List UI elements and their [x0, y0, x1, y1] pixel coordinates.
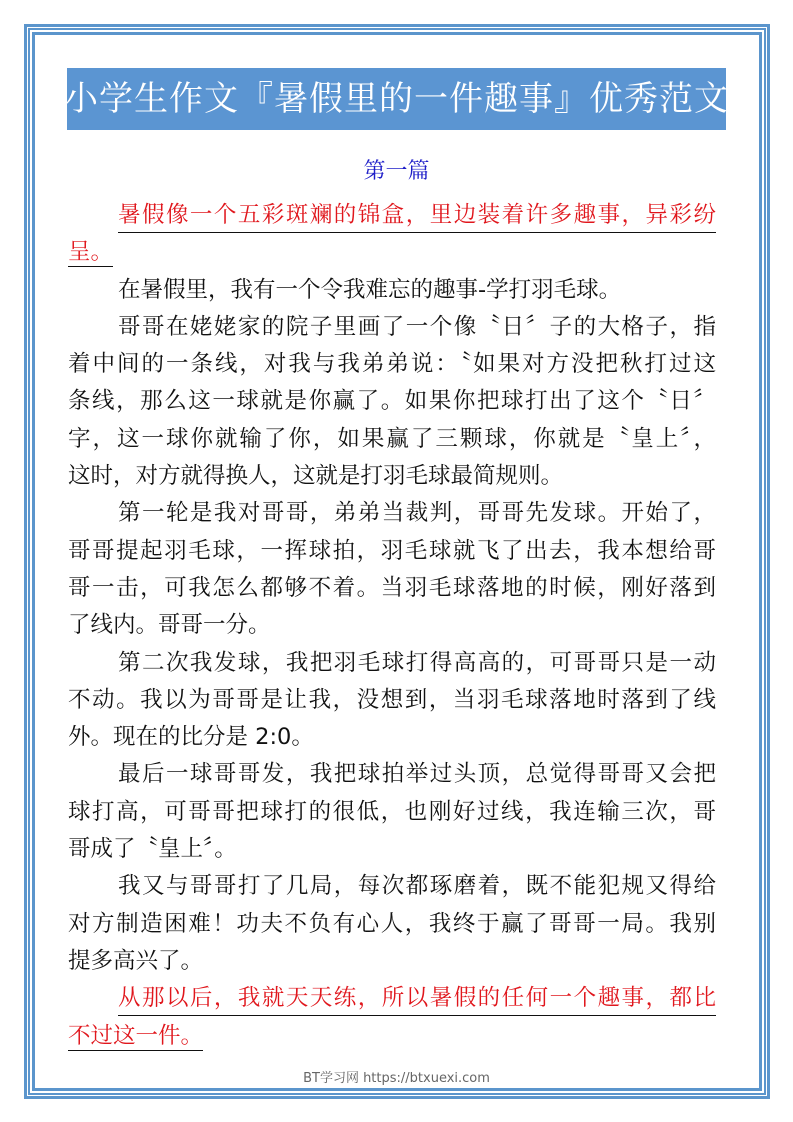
document-title: 小学生作文『暑假里的一件趣事』优秀范文 — [64, 79, 729, 119]
paragraph-line: 哥哥提起羽毛球，一挥球拍，羽毛球就飞了出去，我本想给哥 — [68, 537, 716, 564]
paragraph-line: 第一轮是我对哥哥，弟弟当裁判，哥哥先发球。开始了， — [118, 500, 716, 527]
paragraph-line: 提多高兴了。 — [68, 947, 204, 974]
paragraph-line: 对方制造困难！功夫不负有心人，我终于赢了哥哥一局。我别 — [68, 910, 716, 937]
paragraph-line: 最后一球哥哥发，我把球拍举过头顶，总觉得哥哥又会把 — [118, 761, 716, 788]
highlight-text: 呈。 — [68, 239, 114, 266]
paragraph-line: 不动。我以为哥哥是让我，没想到，当羽毛球落地时落到了线 — [68, 686, 716, 713]
paragraph-line: 哥哥在姥姥家的院子里画了一个像〝日〞子的大格子，指 — [118, 313, 716, 340]
paragraph-line: 这时，对方就得换人，这就是打羽毛球最简规则。 — [68, 463, 564, 490]
paragraph-line — [68, 199, 716, 236]
paragraph-line — [68, 236, 716, 273]
paragraph-line: 哥一击，可我怎么都够不着。当羽毛球落地的时候，刚好落到 — [68, 574, 716, 601]
essay-body — [68, 199, 716, 1057]
paragraph-line: 哥成了〝皇上〞。 — [68, 836, 237, 863]
paragraph-line — [68, 982, 716, 1019]
paragraph-line: 在暑假里，我有一个令我难忘的趣事-学打羽毛球。 — [118, 276, 622, 303]
highlight-text: 暑假像一个五彩斑斓的锦盒，里边装着许多趣事，异彩纷 — [118, 199, 716, 233]
paragraph-line: 球打高，可哥哥把球打的很低，也刚好过线，我连输三次，哥 — [68, 798, 716, 825]
highlight-text: 从那以后，我就天天练，所以暑假的任何一个趣事，都比 — [118, 982, 716, 1016]
paragraph-line: 了线内。哥哥一分。 — [68, 612, 271, 639]
paragraph-line: 我又与哥哥打了几局，每次都琢磨着，既不能犯规又得给 — [118, 873, 716, 900]
highlight-text: 不过这一件。 — [68, 1022, 204, 1049]
section-heading: 第一篇 — [363, 159, 430, 184]
paragraph-line: 条线，那么这一球就是你赢了。如果你把球打出了这个〝日〞 — [68, 388, 716, 415]
paragraph-line: 着中间的一条线，对我与我弟弟说：〝如果对方没把秋打过这 — [68, 351, 716, 378]
paragraph-line — [68, 1020, 716, 1057]
paragraph-line: 外。现在的比分是 2:0。 — [68, 724, 314, 751]
paragraph-line: 字，这一球你就输了你，如果赢了三颗球，你就是〝皇上〞， — [68, 425, 716, 452]
paragraph-line: 第二次我发球，我把羽毛球打得高高的，可哥哥只是一动 — [118, 649, 716, 676]
footer-watermark: BT学习网 https://btxuexi.com — [303, 1071, 490, 1086]
title-banner — [64, 68, 729, 130]
